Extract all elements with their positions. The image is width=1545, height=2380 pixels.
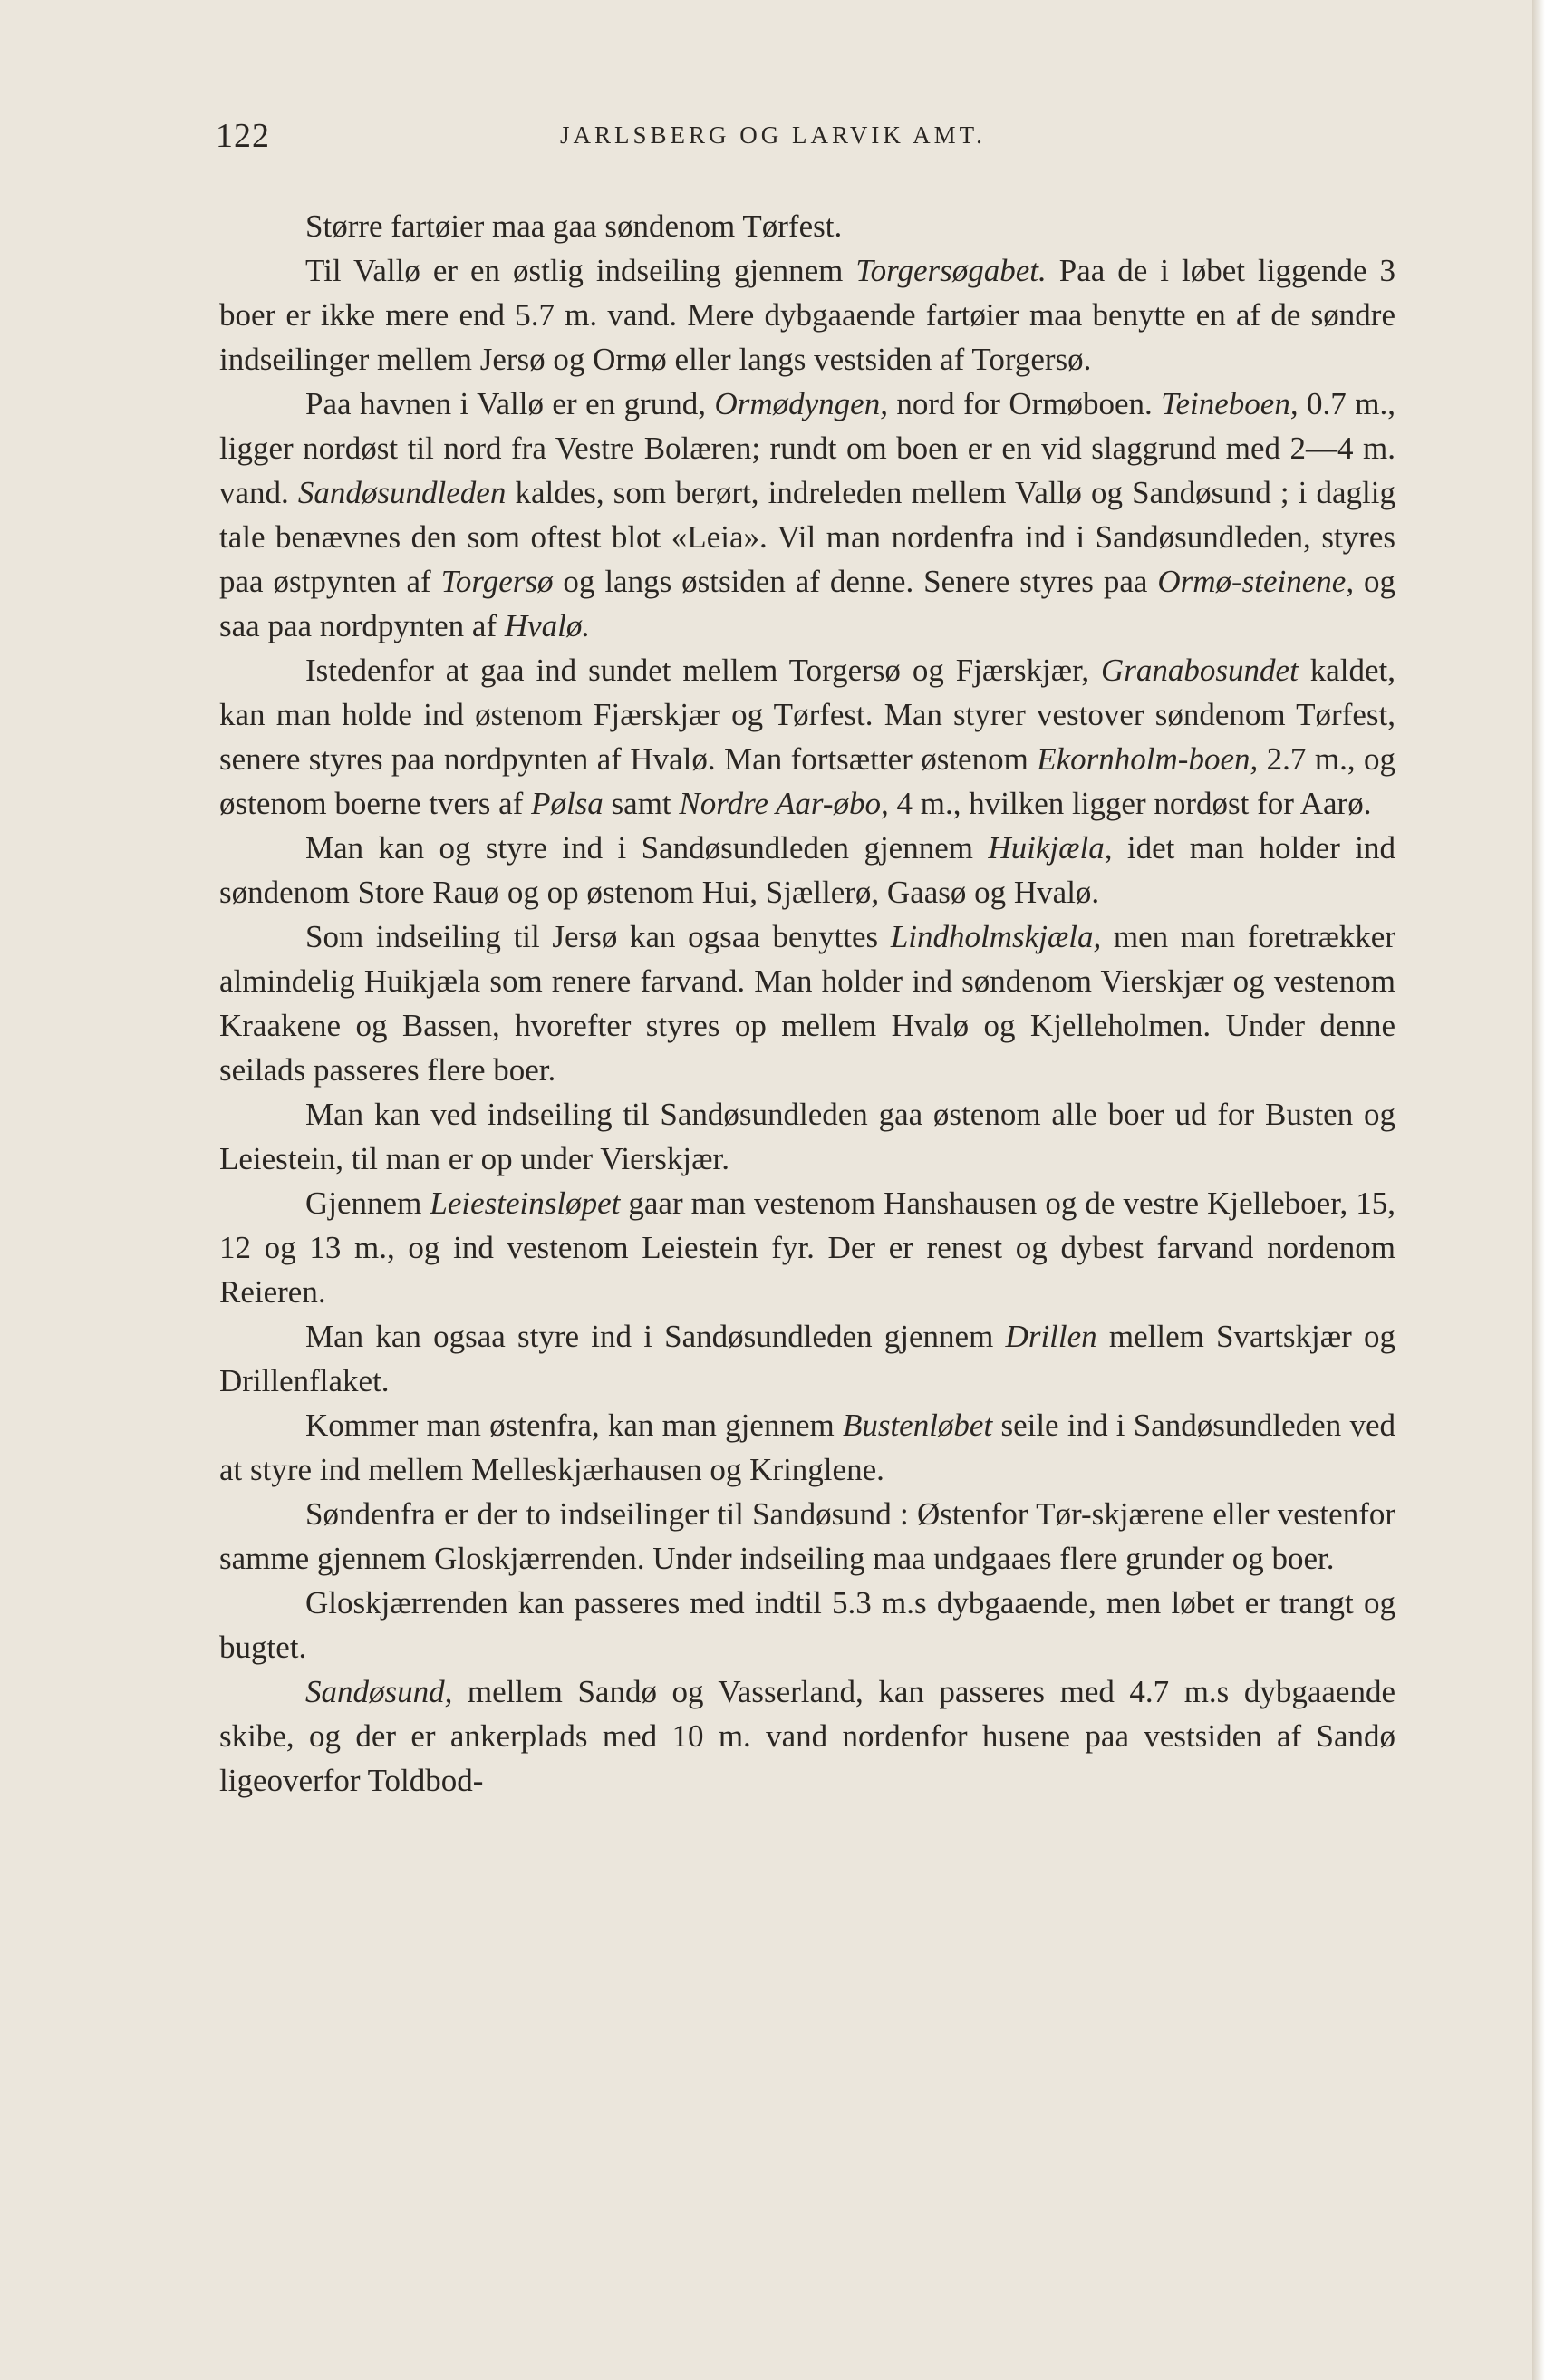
body-text bbox=[219, 204, 1395, 1803]
italic-place-name: Lindholmskjæla, bbox=[890, 919, 1102, 954]
italic-place-name: Torgersø bbox=[440, 564, 554, 599]
text-run: samt bbox=[603, 786, 680, 821]
text-run: 2.7 m., og østenom boerne tvers af bbox=[219, 741, 1395, 821]
page-edge bbox=[1532, 0, 1545, 2380]
italic-place-name: Ormø-steinene, bbox=[1157, 564, 1355, 599]
text-run: Man kan og styre ind i Sandøsundleden gjennem bbox=[305, 830, 989, 866]
paragraph bbox=[219, 204, 1395, 248]
italic-place-name: Bustenløbet bbox=[842, 1408, 993, 1443]
text-run: 4 m., hvilken ligger nordøst for Aarø. bbox=[888, 786, 1372, 821]
text-run: og saa paa nordpynten af bbox=[219, 564, 1395, 643]
text-run: Istedenfor at gaa ind sundet mellem Torgersø og Fjærskjær, bbox=[305, 653, 1102, 688]
text-run: Søndenfra er der to indseilinger til Sandøsund : Østenfor Tør-skjærene eller vestenfor samme gjennem Gloskjærrenden. Under indseiling maa undgaaes flere grunder og boer. bbox=[219, 1496, 1395, 1576]
text-run: Større fartøier maa gaa søndenom Tørfest. bbox=[305, 208, 843, 244]
text-run: Paa de i løbet liggende 3 boer er ikke mere end 5.7 m. vand. Mere dybgaaende fartøier maa benytte en af de søndre indseilinger mellem Jersø og Ormø eller langs vestsiden af Torgersø. bbox=[219, 253, 1396, 377]
text-run: mellem Svartskjær og Drillenflaket. bbox=[219, 1319, 1395, 1398]
paragraph bbox=[219, 1492, 1395, 1581]
italic-place-name: Torgersøgabet. bbox=[855, 253, 1047, 288]
paragraph bbox=[219, 248, 1395, 382]
italic-place-name: Ekornholm-boen, bbox=[1037, 741, 1259, 777]
text-run: men man foretrækker almindelig Huikjæla som renere farvand. Man holder ind søndenom Vierskjær og vestenom Kraakene og Bassen, hvorefter styres op mellem Hvalø og Kjelleholmen. Under denne seilads passeres flere boer. bbox=[219, 919, 1395, 1088]
text-run: Man kan ved indseiling til Sandøsundleden gaa østenom alle boer ud for Busten og Leiestein, til man er op under Vierskjær. bbox=[219, 1097, 1395, 1176]
text-run: kaldet, kan man holde ind østenom Fjærskjær og Tørfest. Man styrer vestover søndenom Tørfest, senere styres paa nordpynten af Hvalø. Man fortsætter østenom bbox=[219, 653, 1395, 777]
text-run: og langs østsiden af denne. Senere styres paa bbox=[553, 564, 1158, 599]
paragraph bbox=[219, 1581, 1395, 1669]
italic-place-name: Nordre Aar-øbo, bbox=[679, 786, 889, 821]
text-run: Paa havnen i Vallø er en grund, bbox=[305, 386, 715, 421]
italic-place-name: Huikjæla, bbox=[988, 830, 1113, 866]
page-number: 122 bbox=[216, 117, 270, 155]
text-run: kaldes, som berørt, indreleden mellem Vallø og Sandøsund ; i daglig tale benævnes den som oftest blot «Leia». Vil man nordenfra ind i Sandøsundleden, styres paa østpynten af bbox=[219, 475, 1395, 599]
text-run: Til Vallø er en østlig indseiling gjennem bbox=[305, 253, 856, 288]
paragraph bbox=[219, 382, 1395, 648]
text-run: Som indseiling til Jersø kan ogsaa benyttes bbox=[305, 919, 891, 954]
running-title: JARLSBERG OG LARVIK AMT. bbox=[560, 121, 986, 149]
italic-place-name: Drillen bbox=[1005, 1319, 1097, 1354]
text-run: idet man holder ind søndenom Store Rauø og op østenom Hui, Sjællerø, Gaasø og Hvalø. bbox=[219, 830, 1395, 910]
text-run: gaar man vestenom Hanshausen og de vestre Kjelleboer, 15, 12 og 13 m., og ind vestenom Leiestein fyr. Der er renest og dybest farvand nordenom Reieren. bbox=[219, 1185, 1396, 1310]
italic-place-name: Teineboen, bbox=[1161, 386, 1299, 421]
paragraph bbox=[219, 1181, 1395, 1314]
text-run: mellem Sandø og Vasserland, kan passeres med 4.7 m.s dybgaaende skibe, og der er ankerplads med 10 m. vand nordenfor husene paa vestsiden af Sandø ligeoverfor Toldbod- bbox=[219, 1674, 1395, 1798]
italic-place-name: Pølsa bbox=[531, 786, 604, 821]
text-run: Gjennem bbox=[305, 1185, 430, 1221]
page-header bbox=[216, 116, 1394, 170]
text-run: seile ind i Sandøsundleden ved at styre ind mellem Melleskjærhausen og Kringlene. bbox=[219, 1408, 1395, 1487]
text-run: 0.7 m., ligger nordøst til nord fra Vestre Bolæren; rundt om boen er en vid slaggrund med 2—4 m. vand. bbox=[219, 386, 1395, 510]
paragraph bbox=[219, 1403, 1395, 1492]
text-run: Man kan ogsaa styre ind i Sandøsundleden gjennem bbox=[305, 1319, 1006, 1354]
paragraph bbox=[219, 914, 1395, 1092]
paragraph bbox=[219, 648, 1395, 826]
paragraph bbox=[219, 826, 1395, 914]
paragraph bbox=[219, 1092, 1395, 1181]
text-run: Gloskjærrenden kan passeres med indtil 5.3 m.s dybgaaende, men løbet er trangt og bugtet. bbox=[219, 1585, 1395, 1665]
paragraph bbox=[219, 1314, 1395, 1403]
italic-place-name: Hvalø. bbox=[504, 608, 591, 643]
italic-place-name: Leiesteinsløpet bbox=[430, 1185, 621, 1221]
italic-place-name: Sandøsundleden bbox=[297, 475, 507, 510]
italic-place-name: Granabosundet bbox=[1101, 653, 1299, 688]
italic-place-name: Ormødyngen, bbox=[714, 386, 888, 421]
text-run: nord for Ormøboen. bbox=[887, 386, 1162, 421]
italic-place-name: Sandøsund, bbox=[305, 1674, 453, 1709]
paragraph bbox=[219, 1669, 1395, 1803]
text-run: Kommer man østenfra, kan man gjennem bbox=[305, 1408, 843, 1443]
